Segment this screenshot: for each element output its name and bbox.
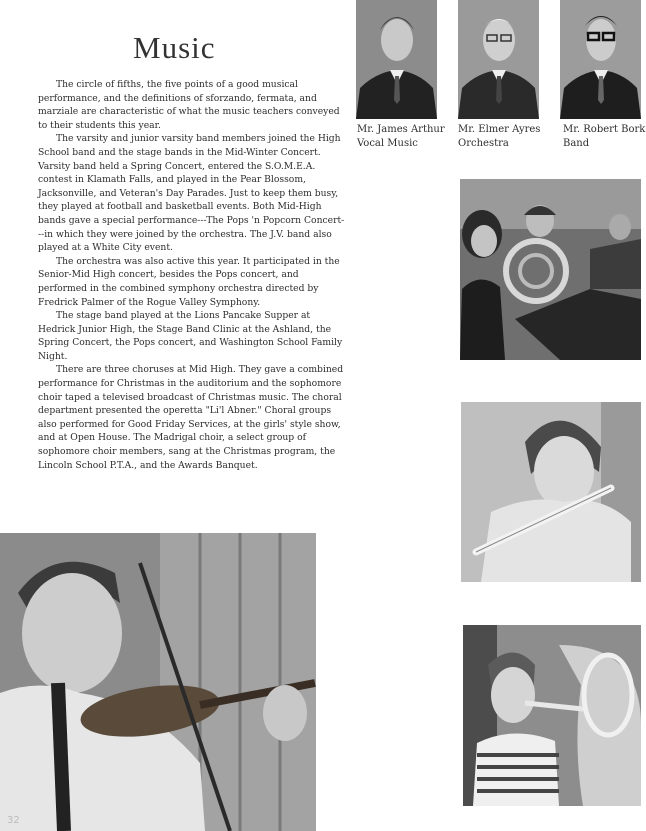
caption-james-arthur bbox=[357, 123, 445, 151]
caption-robert-bork bbox=[563, 123, 645, 151]
photo-tuba-player bbox=[463, 625, 641, 806]
faculty-name: Mr. James Arthur bbox=[357, 124, 445, 135]
photo-band-french-horn bbox=[460, 179, 641, 360]
page-title: Music bbox=[133, 30, 216, 65]
article-paragraph: The stage band played at the Lions Pancake Supper at Hedrick Junior High, the Stage Band Clinic at the Ashland, the Spring Concert, the Pops concert, and Washington School Family Night. bbox=[38, 310, 343, 362]
faculty-role: Orchestra bbox=[458, 138, 509, 149]
page-number: 32 bbox=[7, 815, 20, 826]
photo-violin-player bbox=[0, 533, 316, 831]
portrait-robert-bork bbox=[560, 0, 641, 119]
article-paragraph: The circle of fifths, the five points of a good musical performance, and the definitions of sforzando, fermata, and marziale are characteristic of what the music teachers conveyed to their students this year. bbox=[38, 79, 340, 131]
portrait-elmer-ayres bbox=[458, 0, 539, 119]
faculty-role: Band bbox=[563, 138, 590, 149]
article-body bbox=[38, 78, 347, 472]
article-paragraph: The varsity and junior varsity band members joined the High School band and the stage bands in the Mid-Winter Concert. Varsity band held a Spring Concert, entered the S.O.M.E.A. contest in Klamath Falls, and played in the Pear Blossom, Jacksonville, and Veteran's Day Parades. Just to keep them busy, they played at football and basketball events. Both Mid-High bands gave a special performance---The Pops 'n Popcorn Concert---in which they were joined by the orchestra. The J.V. band also played at a White City event. bbox=[38, 133, 345, 254]
faculty-name: Mr. Robert Bork bbox=[563, 124, 646, 135]
faculty-role: Vocal Music bbox=[357, 138, 418, 149]
article-paragraph: There are three choruses at Mid High. They gave a combined performance for Christmas in the auditorium and the sophomore choir taped a televised broadcast of Christmas music. The choral department presented the operetta "Li'l Abner." Choral groups also performed for Good Friday Services, at the girls' style show, and at Open House. The Madrigal choir, a select group of sophomore choir members, sang at the Christmas program, the Lincoln School P.T.A., and the Awards Banquet. bbox=[38, 364, 344, 471]
photo-flute-player bbox=[461, 402, 641, 582]
portrait-james-arthur bbox=[356, 0, 437, 119]
article-paragraph: The orchestra was also active this year. It participated in the Senior-Mid High concert, besides the Pops concert, and performed in the combined symphony orchestra directed by Fredrick Palmer of the Rogue Valley Symphony. bbox=[38, 255, 340, 308]
faculty-name: Mr. Elmer Ayres bbox=[458, 124, 541, 135]
caption-elmer-ayres bbox=[458, 123, 540, 151]
